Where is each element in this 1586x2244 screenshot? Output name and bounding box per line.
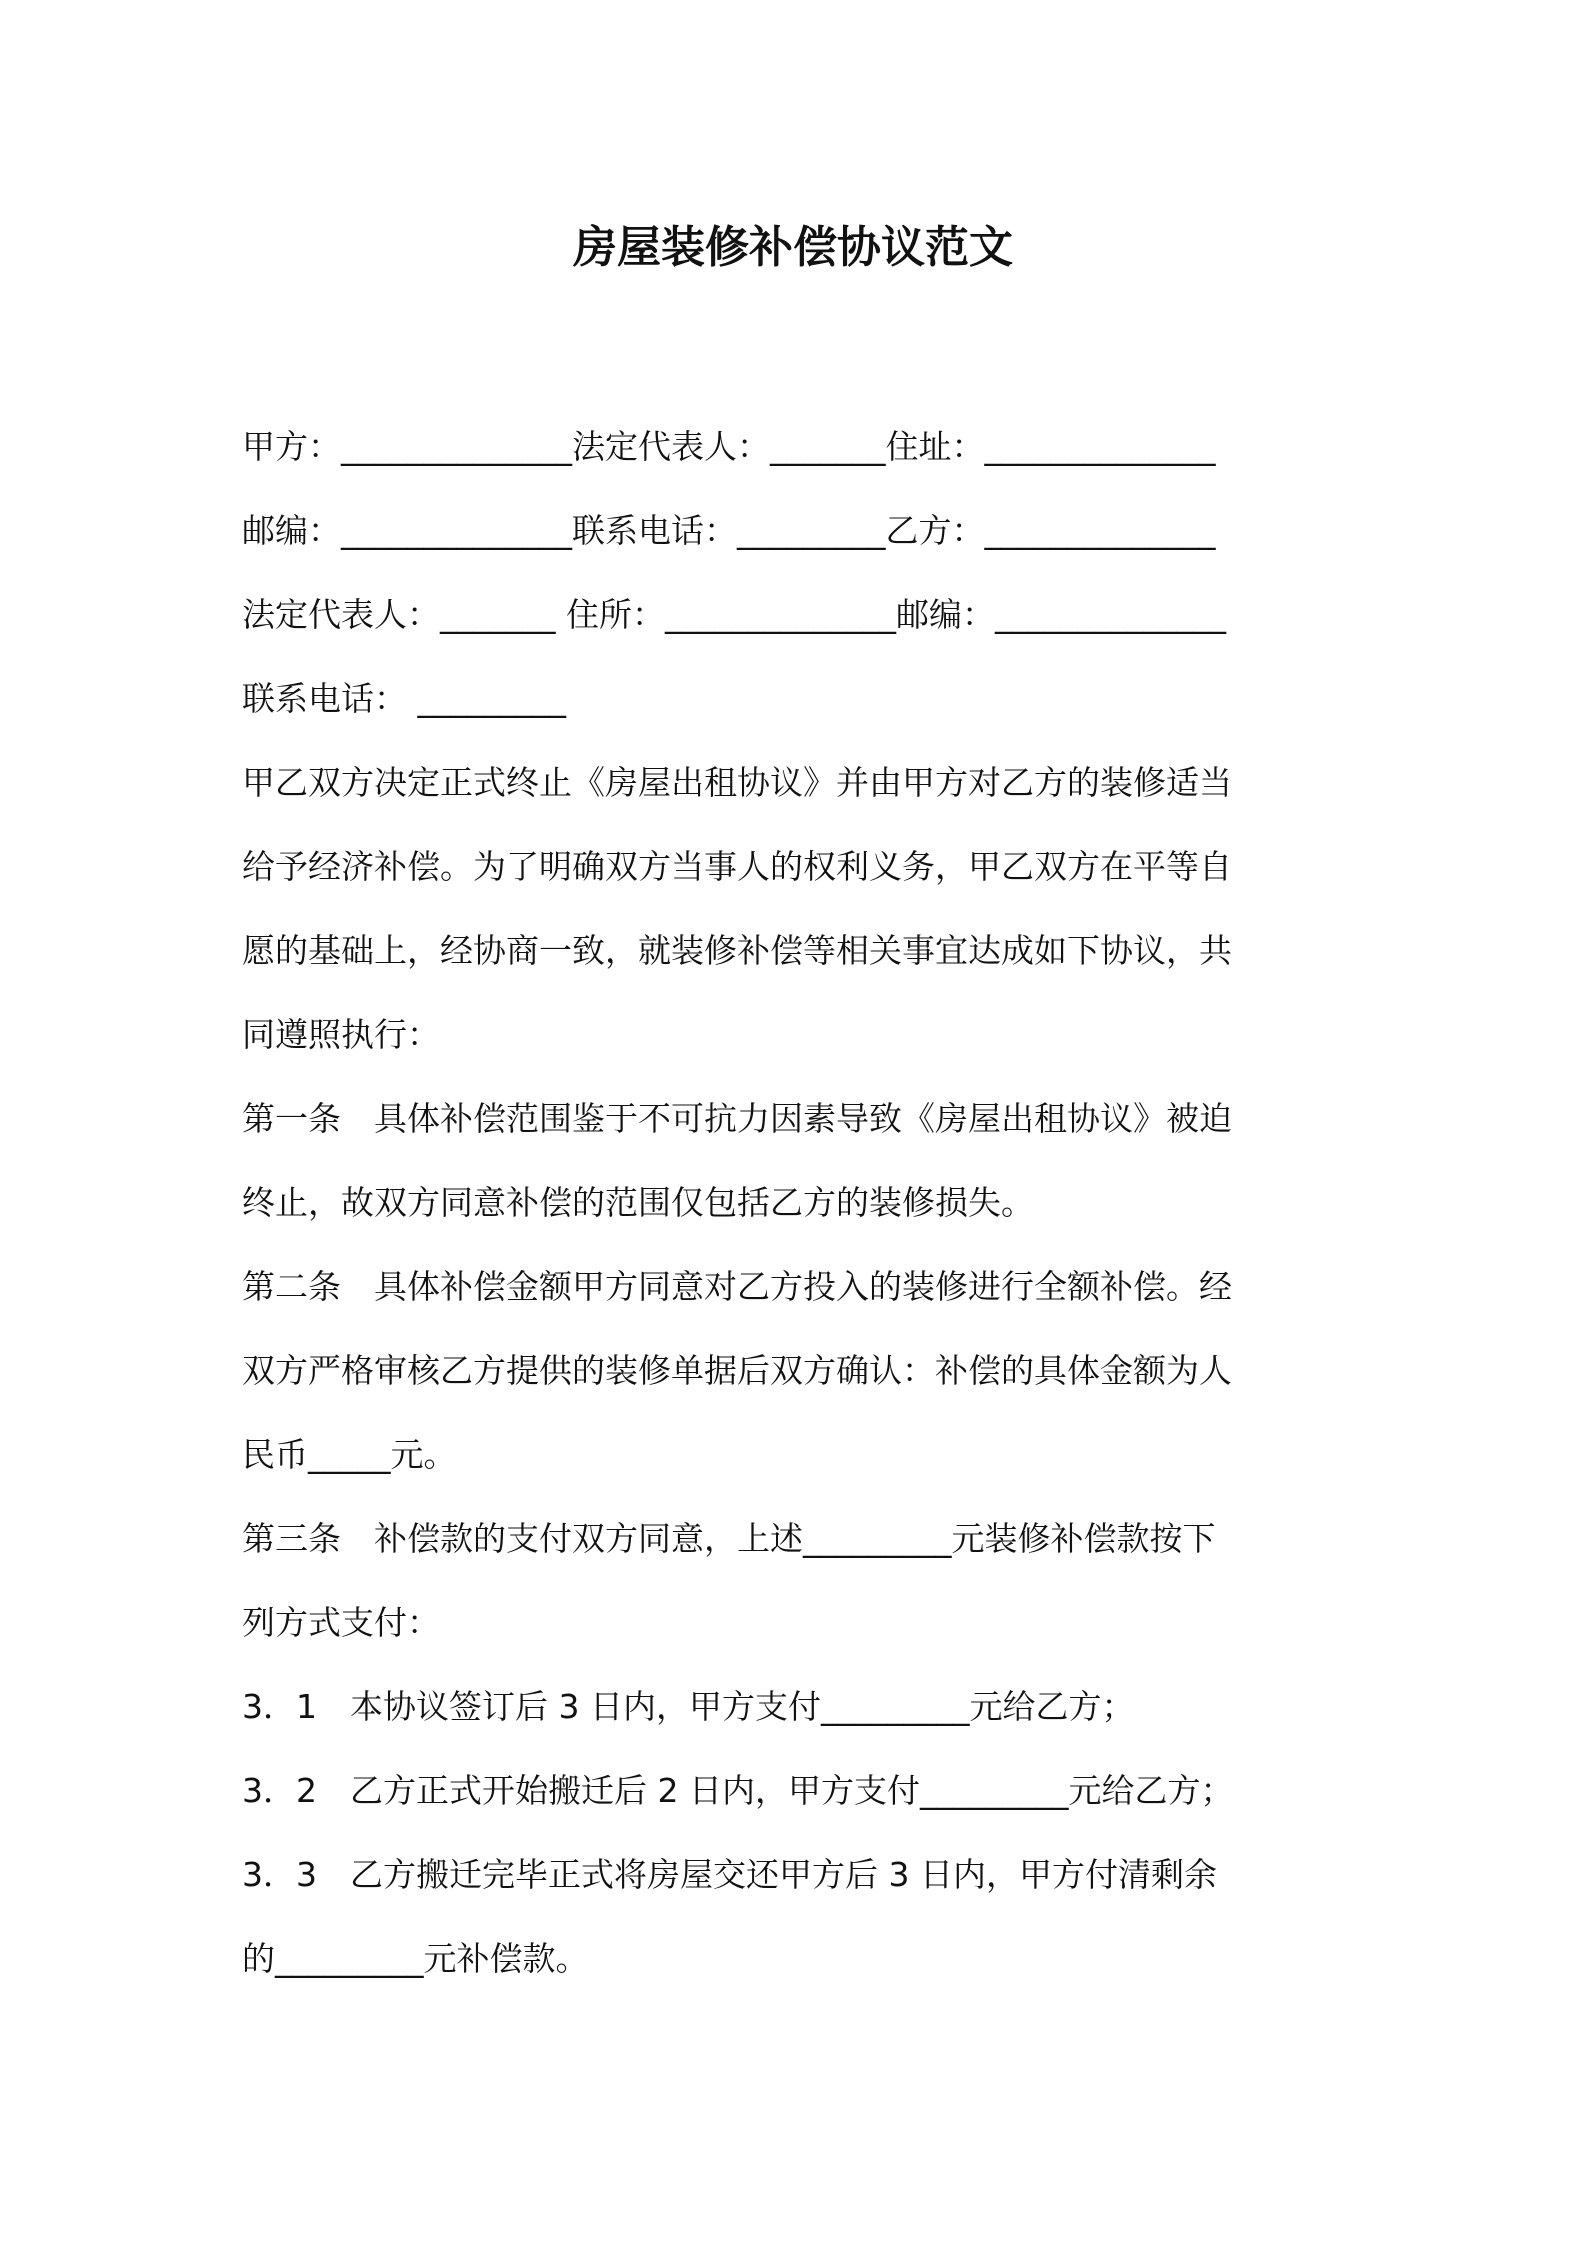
party-b-info-line: 邮编：______________联系电话：_________乙方：______________	[242, 511, 1216, 550]
preamble-line-3: 愿的基础上，经协商一致，就装修补偿等相关事宜达成如下协议，共	[242, 931, 1232, 970]
clause-3-2: 3．2 乙方正式开始搬迁后 2 日内，甲方支付_________元给乙方；	[242, 1771, 1234, 1810]
article-3-line-2: 列方式支付：	[242, 1603, 440, 1642]
document-title: 房屋装修补偿协议范文	[573, 222, 1013, 273]
clause-3-1: 3．1 本协议签订后 3 日内，甲方支付_________元给乙方；	[242, 1687, 1135, 1726]
article-2-line-3: 民币_____元。	[242, 1435, 457, 1474]
article-3-line-1: 第三条 补偿款的支付双方同意，上述_________元装修补偿款按下	[242, 1519, 1216, 1558]
article-2-line-2: 双方严格审核乙方提供的装修单据后双方确认：补偿的具体金额为人	[242, 1351, 1232, 1390]
party-b-phone-line: 联系电话： _________	[242, 679, 566, 718]
article-1-line-1: 第一条 具体补偿范围鉴于不可抗力因素导致《房屋出租协议》被迫	[242, 1099, 1232, 1138]
article-1-line-2: 终止，故双方同意补偿的范围仅包括乙方的装修损失。	[242, 1183, 1034, 1222]
preamble-line-4: 同遵照执行：	[242, 1015, 440, 1054]
article-2-line-1: 第二条 具体补偿金额甲方同意对乙方投入的装修进行全额补偿。经	[242, 1267, 1232, 1306]
document-body	[242, 405, 1357, 2001]
party-a-info-line: 甲方：______________法定代表人：_______住址：______________	[242, 427, 1216, 466]
preamble-line-1: 甲乙双方决定正式终止《房屋出租协议》并由甲方对乙方的装修适当	[242, 763, 1232, 802]
clause-3-3-line-2: 的_________元补偿款。	[242, 1939, 589, 1978]
party-b-representative-line: 法定代表人：_______ 住所：______________邮编：______________	[242, 595, 1226, 634]
preamble-line-2: 给予经济补偿。为了明确双方当事人的权利义务，甲乙双方在平等自	[242, 847, 1232, 886]
clause-3-3-line-1: 3．3 乙方搬迁完毕正式将房屋交还甲方后 3 日内，甲方付清剩余	[242, 1855, 1217, 1894]
